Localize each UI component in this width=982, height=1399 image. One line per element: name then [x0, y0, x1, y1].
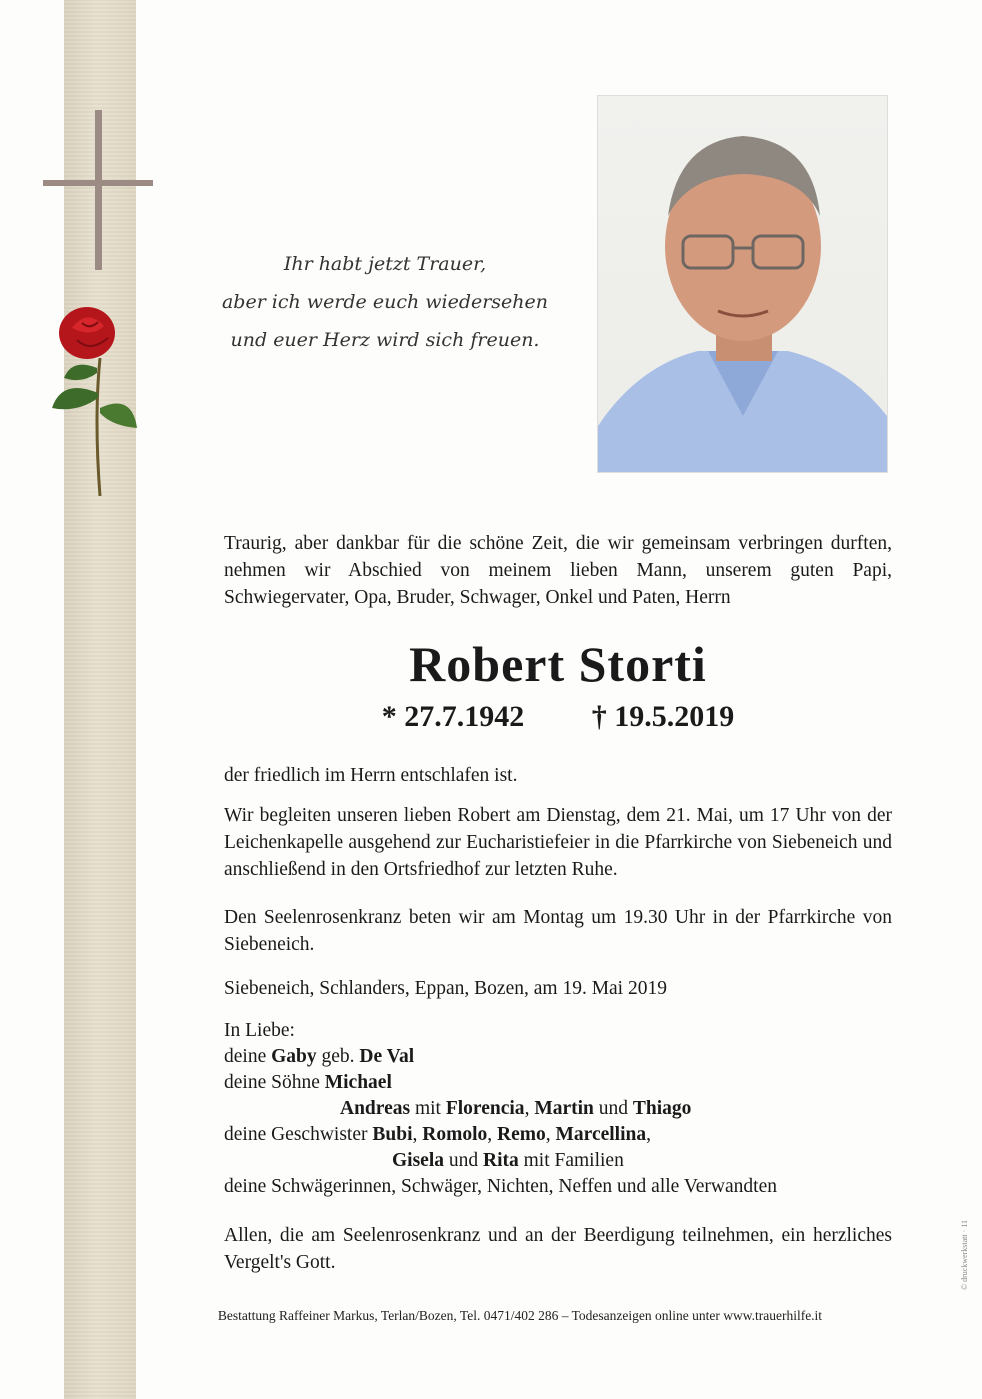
mourner-line-wife: deine Gaby geb. De Val — [224, 1046, 415, 1067]
rosary-text: Den Seelenrosenkranz beten wir am Montag um 19.30 Uhr in der Pfarrkirche von Siebeneich. — [224, 907, 892, 955]
place-date-text: Siebeneich, Schlanders, Eppan, Bozen, am 19. Mai 2019 — [224, 978, 667, 999]
asleep-text: der friedlich im Herrn entschlafen ist. — [224, 765, 518, 786]
portrait-photo — [597, 95, 888, 473]
love-heading: In Liebe: — [224, 1020, 295, 1041]
cross-icon — [95, 110, 102, 270]
intro-text: Traurig, aber dankbar für die schöne Zeit, die wir gemeinsam verbringen durften, nehmen wir Abschied von meinem lieben Mann, unserem guten Papi, Schwiegervater, Opa, Bruder, Schwager, Onkel und Paten, Herrn — [224, 533, 892, 608]
footer-text: Bestattung Raffeiner Markus, Terlan/Bozen, Tel. 0471/402 286 – Todesanzeigen online unter www.trauerhilfe.it — [217, 1308, 823, 1323]
deceased-name: Robert Storti — [409, 636, 707, 692]
rose-icon — [42, 298, 142, 498]
cross-icon-bar — [43, 180, 153, 186]
mourner-line-siblings: deine Geschwister Bubi, Romolo, Remo, Marcellina, — [224, 1124, 651, 1145]
quote-line: Ihr habt jetzt Trauer, — [283, 253, 487, 275]
mourners-list — [224, 1018, 892, 1200]
mourner-line-sons: deine Söhne Michael — [224, 1072, 392, 1093]
mourner-line-sons-2: Andreas mit Florencia, Martin und Thiago — [340, 1098, 692, 1119]
death-date: † 19.5.2019 — [591, 700, 735, 733]
side-note: © druckwerkstatt · 11 — [960, 1220, 969, 1290]
funeral-text: Wir begleiten unseren lieben Robert am Dienstag, dem 21. Mai, um 17 Uhr von der Leichenkapelle ausgehend zur Eucharistiefeier in die Pfarrkirche von Siebeneich und anschließend in den Ortsfriedhof zur letzten Ruhe. — [224, 805, 892, 880]
quote-line: aber ich werde euch wiedersehen — [221, 291, 549, 313]
birth-date: * 27.7.1942 — [381, 700, 525, 733]
mourner-line-siblings-2: Gisela und Rita mit Familien — [392, 1150, 624, 1171]
life-dates — [224, 700, 892, 734]
quote-line: und euer Herz wird sich freuen. — [230, 329, 540, 351]
mourner-line-relatives: deine Schwägerinnen, Schwäger, Nichten, Neffen und alle Verwandten — [224, 1176, 777, 1197]
quote — [200, 245, 570, 359]
thanks-text: Allen, die am Seelenrosenkranz und an der Beerdigung teilnehmen, ein herzliches Vergelt's Gott. — [224, 1225, 892, 1273]
